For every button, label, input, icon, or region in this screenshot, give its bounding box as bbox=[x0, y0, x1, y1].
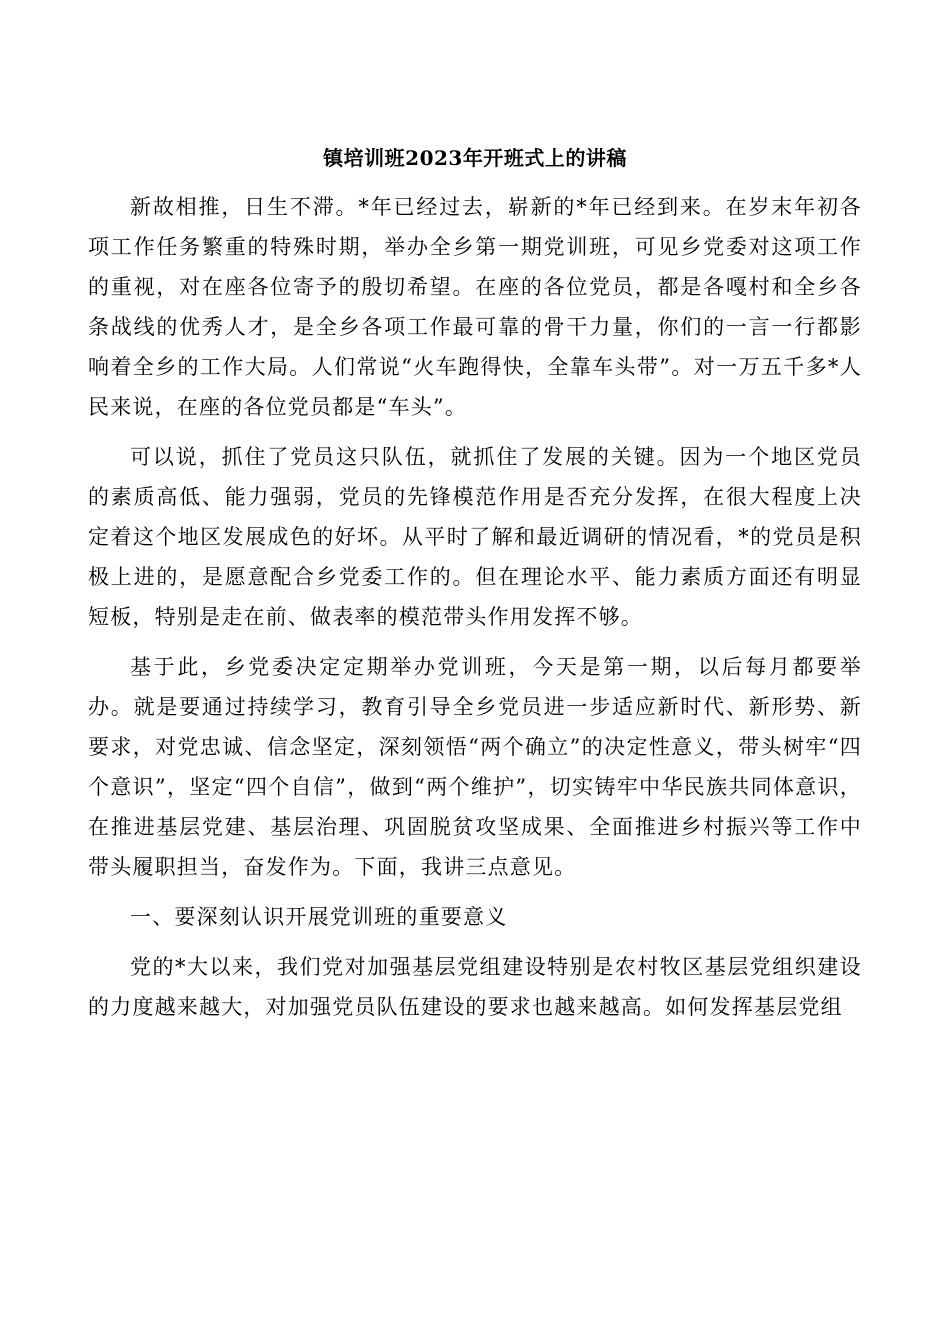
paragraph-4: 党的*大以来，我们党对加强基层党组建设特别是农村牧区基层党组织建设的力度越来越大，对加强党员队伍建设的要求也越来越高。如何发挥基层党组 bbox=[88, 955, 862, 1019]
section-heading-1: 一、要深刻认识开展党训班的重要意义 bbox=[130, 905, 508, 929]
paragraph-2: 可以说，抓住了党员这只队伍，就抓住了发展的关键。因为一个地区党员的素质高低、能力强弱，党员的先锋模范作用是否充分发挥，在很大程度上决定着这个地区发展成色的好坏。从平时了解和最近调研的情况看，*的党员是积极上进的，是愿意配合乡党委工作的。但在理论水平、能力素质方面还有明显短板，特别是走在前、做表率的模范带头作用发挥不够。 bbox=[88, 445, 862, 629]
paragraph-1: 新故相推，日生不滞。*年已经过去，崭新的*年已经到来。在岁末年初各项工作任务繁重的特殊时期，举办全乡第一期党训班，可见乡党委对这项工作的重视，对在座各位寄予的殷切希望。在座的各位党员，都是各嘎村和全乡各条战线的优秀人才，是全乡各项工作最可靠的骨干力量，你们的一言一行都影响着全乡的工作大局。人们常说“火车跑得快，全靠车头带”。对一万五千多*人民来说，在座的各位党员都是“车头”。 bbox=[88, 195, 862, 419]
document-body bbox=[88, 187, 862, 1037]
paragraph-3: 基于此，乡党委决定定期举办党训班，今天是第一期，以后每月都要举办。就是要通过持续学习，教育引导全乡党员进一步适应新时代、新形势、新要求，对党忠诚、信念坚定，深刻领悟“两个确立”的决定性意义，带头树牢“四个意识”，坚定“四个自信”，做到“两个维护”，切实铸牢中华民族共同体意识，在推进基层党建、基层治理、巩固脱贫攻坚成果、全面推进乡村振兴等工作中带头履职担当，奋发作为。下面，我讲三点意见。 bbox=[88, 655, 862, 879]
document-title: 镇培训班2023年开班式上的讲稿 bbox=[323, 146, 627, 170]
